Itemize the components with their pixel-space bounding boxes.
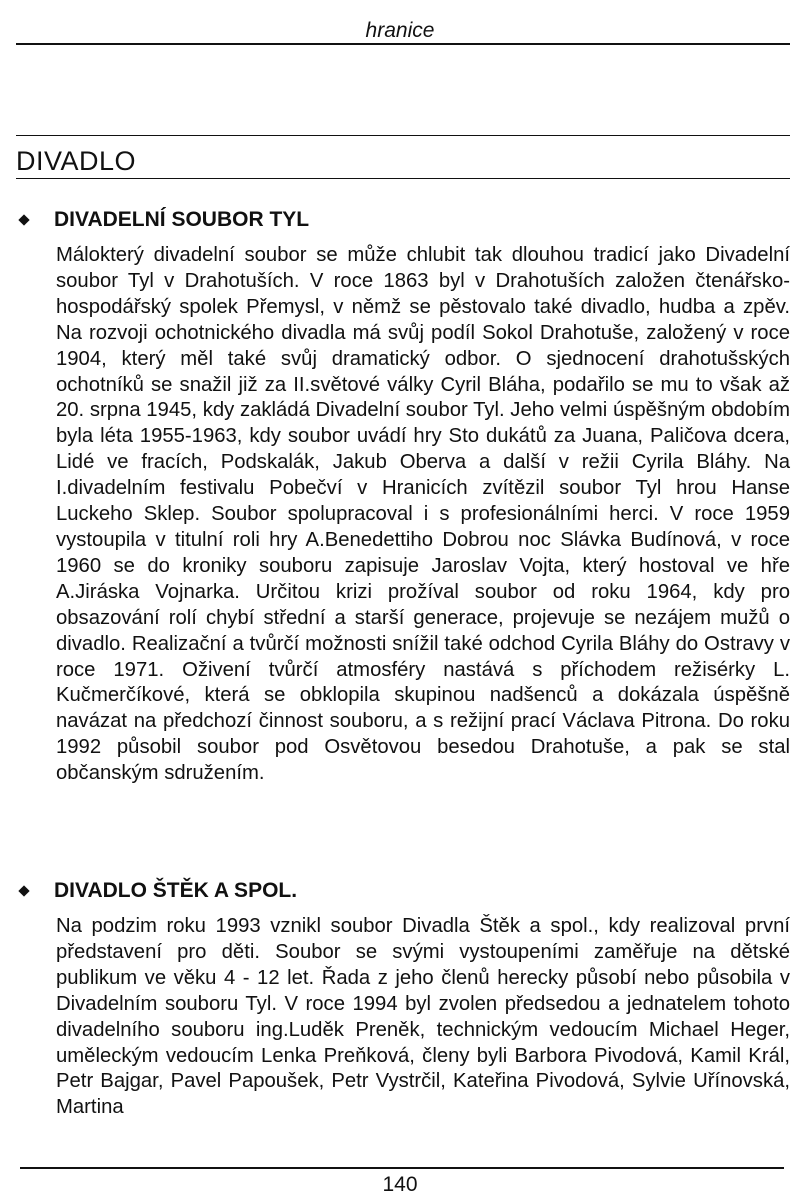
- header-rule: [16, 43, 790, 45]
- article-heading-text: DIVADELNÍ SOUBOR TYL: [54, 208, 310, 231]
- section-top-rule: [16, 135, 790, 136]
- diamond-bullet-icon: [18, 885, 29, 896]
- article-paragraph-2: Na podzim roku 1993 vznikl soubor Divadla Štěk a spol., kdy realizoval první představení pro děti. Soubor se svými vystoupeními zaměřuje na dětské publikum ve věku 4 - 12 let. Řada z jeho členů herecky působí nebo působila v Divadelním souboru Tyl. V roce 1994 byl zvolen předsedou a jednatelem tohoto divadelního souboru ing.Luděk Preněk, technickým vedoucím Michael Heger, uměleckým vedoucím Lenka Preňková, členy byli Barbora Pivodová, Kamil Král, Petr Bajgar, Pavel Papoušek, Petr Vystrčil, Kateřina Pivodová, Sylvie Uřínovská, Martina: [56, 915, 790, 1119]
- article-heading-text: DIVADLO ŠTĚK A SPOL.: [54, 879, 298, 902]
- section-title: DIVADLO: [16, 146, 137, 176]
- footer-rule: [20, 1167, 784, 1169]
- article-heading-1: [16, 205, 309, 235]
- page-number: 140: [382, 1173, 418, 1196]
- article-heading-2: [16, 876, 297, 906]
- section-bottom-rule: [16, 178, 790, 179]
- diamond-bullet-icon: [18, 214, 29, 225]
- article-paragraph-1: Málokterý divadelní soubor se může chlubit tak dlouhou tradicí jako Divadelní soubor Tyl v Drahotuších. V roce 1863 byl v Drahotuších založen čtenářsko-hospodářský spolek Přemysl, v němž se pěstovalo také divadlo, hudba a zpěv. Na rozvoji ochotnického divadla má svůj podíl Sokol Drahotuše, založený v roce 1904, který měl také svůj dramatický odbor. O sjednocení drahotušských ochotníků se snažil již za II.světové války Cyril Bláha, podařilo se mu to však až 20. srpna 1945, kdy zakládá Divadelní soubor Tyl. Jeho velmi úspěšným obdobím byla léta 1955-1963, kdy soubor uvádí hry Sto dukátů za Juana, Paličova dcera, Lidé ve fracích, Podskalák, Jakub Oberva a další v režii Cyrila Bláhy. Na I.divadelním festivalu Pobečví v Hranicích zvítězil soubor Tyl hrou Hanse Luckeho Sklep. Soubor spolupracoval i s profesionálními herci. V roce 1959 vystoupila v titulní roli hry A.Benedettiho Dobrou noc Slávka Budínová, v roce 1960 se do kroniky souboru zapisuje Jaroslav Vojta, který hostoval ve hře A.Jiráska Vojnarka. Určitou krizi prožíval soubor od roku 1964, kdy pro obsazování rolí chybí střední a starší generace, projevuje se nezájem mužů o divadlo. Realizační a tvůrčí možnosti snížil také odchod Cyrila Bláhy do Ostravy v roce 1971. Oživení tvůrčí atmosféry nastává s příchodem režisérky L. Kučmerčíkové, která se obklopila skupinou nadšenců a dokázala úspěšně navázat na předchozí činnost souboru, a s režijní prací Václava Pitrona. Do roku 1992 působil soubor pod Osvětovou besedou Drahotuše, a pak se stal občanským sdružením.: [56, 244, 790, 785]
- running-header: hranice: [365, 19, 435, 42]
